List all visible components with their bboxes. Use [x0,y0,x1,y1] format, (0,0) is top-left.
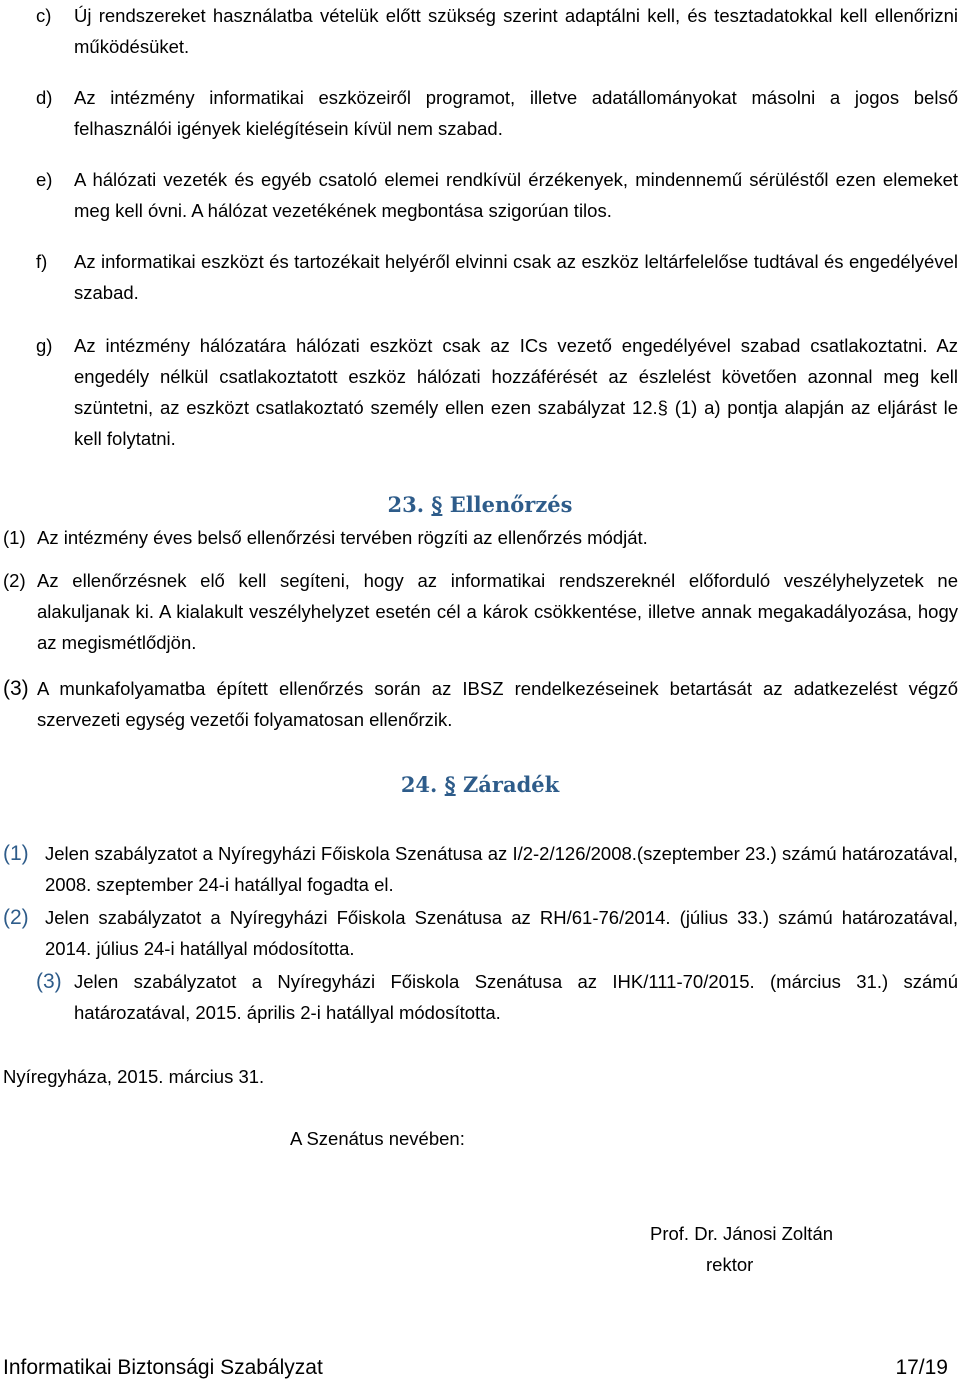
section-heading-23 [0,490,960,520]
list-item-text: Az informatikai eszközt és tartozékait helyéről elvinni csak az eszköz leltárfelelőse tudtával és engedélyével szabad. [74,251,958,303]
list-item-text: A hálózati vezeték és egyéb csatoló elemei rendkívül érzékenyek, mindennemű sérüléstől ezen elemeket meg kell óvni. A hálózat vezetékének megbontása szigorúan tilos. [74,169,958,221]
paragraph-text: Az intézmény éves belső ellenőrzési tervében rögzíti az ellenőrzés módját. [37,527,648,548]
section-title: Ellenőrzés [449,492,573,517]
paragraph-label: (3) [36,970,62,993]
paragraph-label: (2) [3,570,26,591]
paragraph-text: Jelen szabályzatot a Nyíregyházi Főiskola Szenátusa az I/2-2/126/2008.(szeptember 23.) számú határozatával, 2008. szeptember 24-i hatállyal fogadta el. [45,843,958,895]
signatory-name: Prof. Dr. Jánosi Zoltán [650,1223,834,1244]
section24-item-1 [3,838,958,900]
list-item-label: c) [36,5,52,26]
place-date: Nyíregyháza, 2015. március 31. [3,1066,265,1087]
section23-item-1 [3,522,958,553]
list-item-label: e) [36,169,53,190]
section24-item-3 [36,966,958,1028]
paragraph-text: Jelen szabályzatot a Nyíregyházi Főiskola Szenátusa az IHK/111-70/2015. (március 31.) számú határozatával, 2015. április 2-i hatállyal módosította. [74,971,958,1023]
footer-title: Informatikai Biztonsági Szabályzat [3,1356,323,1379]
list-item-label: f) [36,251,48,272]
signatory-title: rektor [706,1254,754,1275]
paragraph-text: Az ellenőrzésnek elő kell segíteni, hogy az informatikai rendszereknél előforduló veszélyhelyzetek ne alakuljanak ki. A kialakult veszélyhelyzet esetén cél a károk csökkentése, illetve annak megakadályozása, hogy az megismétlődjön. [37,570,958,653]
list-item-c [36,0,958,62]
on-behalf-line: A Szenátus nevében: [290,1128,465,1149]
paragraph-text: A munkafolyamatba épített ellenőrzés során az IBSZ rendelkezéseinek betartását az adatkezelést végző szervezeti egység vezetői folyamatosan ellenőrzik. [37,678,958,730]
list-item-e [36,164,958,226]
paragraph-text: Jelen szabályzatot a Nyíregyházi Főiskola Szenátusa az RH/61-76/2014. (július 33.) számú határozatával, 2014. július 24-i hatállyal módosította. [45,907,958,959]
list-item-text: Az intézmény hálózatára hálózati eszközt csak az ICs vezető engedélyével szabad csatlakoztatni. Az engedély nélkül csatlakoztatott eszköz hálózati hozzáférését az észlelést követően azonnal meg kell szüntetni, az eszközt csatlakoztató személy ellen ezen szabályzat 12.§ (1) a) pontja alapján az eljárást le kell folytatni. [74,335,958,449]
paragraph-label: (2) [3,906,29,929]
section-sign: § [444,772,456,797]
section24-item-2 [3,902,958,964]
list-item-text: Az intézmény informatikai eszközeiről programot, illetve adatállományokat másolni a jogos belső felhasználói igények kielégítésein kívül nem szabad. [74,87,958,139]
section-title: Záradék [462,772,560,797]
page-number: 17/19 [895,1356,948,1379]
list-item-label: d) [36,87,53,108]
paragraph-label: (1) [3,527,26,548]
section-sign: § [431,492,443,517]
section-number: 24. [400,772,438,797]
paragraph-label: (3) [3,677,29,700]
section-number: 23. [387,492,425,517]
page-footer [3,1354,948,1382]
list-item-g [36,330,958,454]
section23-item-2 [3,565,958,658]
list-item-label: g) [36,335,53,356]
list-item-f [36,246,958,308]
section23-item-3 [3,673,958,735]
section-heading-24 [0,770,960,800]
list-item-d [36,82,958,144]
list-item-text: Új rendszereket használatba vételük előtt szükség szerint adaptálni kell, és tesztadatokkal kell ellenőrizni működésüket. [74,5,958,57]
paragraph-label: (1) [3,842,29,865]
